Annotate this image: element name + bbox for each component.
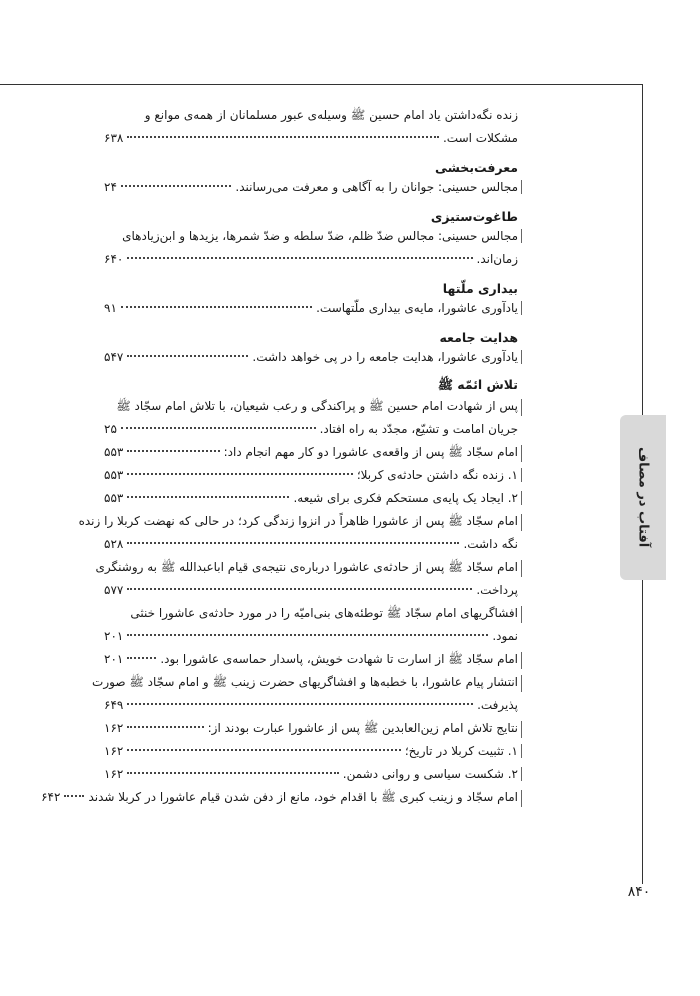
index-entry-line (104, 629, 518, 652)
index-entry-line (104, 468, 518, 491)
entry-page-number: ۵۵۳ (104, 445, 124, 459)
section-heading: تلاش ائمّه ﷺ (437, 376, 518, 392)
index-entry-line (78, 514, 518, 537)
entry-page-number: ۶۴۰ (104, 252, 124, 266)
entry-text: امام سجّاد و زینب کبری ﷺ با اقدام خود، مانع از دفن شدن قیام عاشورا در کربلا شدند (88, 790, 522, 807)
entry-page-number: ۲۵ (104, 422, 117, 436)
index-entry-line (104, 131, 518, 154)
entry-page-number: ۲۰۱ (104, 629, 124, 643)
entry-text: پذیرفت. (477, 698, 518, 712)
leader-dots (121, 305, 312, 308)
entry-text: امام سجّاد ﷺ پس از عاشورا ظاهراً در انزوا زندگی کرد؛ در حالی که نهضت کربلا را زنده (79, 514, 522, 531)
entry-page-number: ۵۵۳ (104, 468, 124, 482)
entry-page-number: ۱۶۲ (104, 767, 124, 781)
leader-dots (127, 449, 219, 452)
leader-dots (127, 472, 352, 475)
leader-dots (127, 256, 472, 259)
entry-text: یادآوری عاشورا، مایه‌ی بیداری ملّتهاست. (316, 301, 522, 315)
index-entry-line (104, 652, 518, 675)
leader-dots (127, 656, 156, 659)
entry-text: پس از شهادت امام حسین ﷺ و پراکندگی و رعب شیعیان، با تلاش امام سجّاد ﷺ (116, 399, 522, 416)
section-heading: معرفت‌بخشی (434, 159, 518, 175)
entry-text: نتایج تلاش امام زین‌العابدین ﷺ پس از عاشورا عبارت بودند از: (208, 721, 522, 738)
entry-text: امام سجّاد ﷺ از اسارت تا شهادت خویش، پاسدار حماسه‌ی عاشورا بود. (160, 652, 522, 669)
leader-dots (127, 725, 203, 728)
entry-text: انتشار پیام عاشورا، با خطبه‌ها و افشاگریهای حضرت زینب ﷺ و امام سجّاد ﷺ صورت (92, 675, 522, 692)
entry-text: امام سجّاد ﷺ پس از حادثه‌ی عاشورا درباره‌ی نتیجه‌ی قیام اباعبدالله ﷺ به روشنگری (96, 560, 522, 577)
entry-text: ۱. تثبیت کربلا در تاریخ؛ (405, 744, 522, 758)
entry-page-number: ۲۰۱ (104, 652, 124, 666)
index-entry-line (95, 560, 518, 583)
entry-text: جریان امامت و تشیّع، مجدّد به راه افتاد. (319, 422, 518, 436)
entry-page-number: ۶۴۲ (41, 790, 61, 804)
index-entry-line (104, 108, 518, 131)
index-entry-line (104, 422, 518, 445)
index-entry-line (104, 445, 518, 468)
section-heading: هدایت جامعه (439, 329, 518, 345)
entry-page-number: ۱۶۲ (104, 744, 124, 758)
section-heading: بیداری ملّتها (442, 280, 518, 296)
index-entry-line (104, 537, 518, 560)
index-entry-line (104, 583, 518, 606)
index-entry-line (41, 790, 518, 813)
page-number: ۸۴۰ (617, 884, 661, 900)
index-entry-line (104, 399, 518, 422)
index-entry-line (104, 491, 518, 514)
side-tab-label: آفتاب در مصاف (635, 447, 651, 548)
entry-page-number: ۶۳۸ (104, 131, 124, 145)
entry-page-number: ۲۴ (104, 180, 117, 194)
section-heading: طاغوت‌ستیزی (430, 208, 518, 224)
entry-text: مشکلات است. (442, 131, 518, 145)
leader-dots (127, 771, 338, 774)
entry-text: افشاگریهای امام سجّاد ﷺ توطئه‌های بنی‌امیّه را در مورد حادثه‌ی عاشورا خنثی (130, 606, 522, 623)
leader-dots (127, 541, 459, 544)
index-entry-line (104, 180, 518, 203)
leader-dots (127, 702, 473, 705)
leader-dots (127, 135, 439, 138)
index-entry-line (92, 675, 518, 698)
entry-text: مجالس حسینی: مجالس ضدّ ظلم، ضدّ سلطه و ضدّ شمرها، یزیدها و ابن‌زیادهای (122, 229, 522, 243)
top-rule (0, 84, 643, 85)
entry-text: امام سجّاد ﷺ پس از واقعه‌ی عاشورا دو کار مهم انجام داد: (224, 445, 522, 462)
leader-dots (127, 748, 400, 751)
leader-dots (121, 184, 232, 187)
index-entry-line (104, 721, 518, 744)
entry-page-number: ۵۷۷ (104, 583, 124, 597)
entry-page-number: ۱۶۲ (104, 721, 124, 735)
index-entry-line (104, 252, 518, 275)
entry-text: زمان‌اند. (476, 252, 518, 266)
entry-text: ۲. ایجاد یک پایه‌ی مستحکم فکری برای شیعه. (293, 491, 522, 505)
leader-dots (127, 633, 488, 636)
leader-dots (127, 495, 289, 498)
index-content (41, 108, 518, 813)
entry-text: پرداخت. (476, 583, 518, 597)
leader-dots (127, 587, 472, 590)
entry-text: زنده نگه‌داشتن یاد امام حسین ﷺ وسیله‌ی عبور مسلمانان از همه‌ی موانع و (144, 108, 518, 122)
chapter-side-tab (620, 415, 666, 580)
entry-text: نمود. (492, 629, 518, 643)
index-entry-line (104, 350, 518, 373)
entry-text: مجالس حسینی: جوانان را به آگاهی و معرفت می‌رسانند. (235, 180, 522, 194)
index-entry-line (104, 767, 518, 790)
leader-dots (127, 354, 248, 357)
index-entry-line (104, 606, 518, 629)
entry-text: ۲. شکست سیاسی و روانی دشمن. (343, 767, 522, 781)
entry-page-number: ۵۵۳ (104, 491, 124, 505)
leader-dots (121, 426, 316, 429)
index-entry-line (104, 301, 518, 324)
entry-text: یادآوری عاشورا، هدایت جامعه را در پی خواهد داشت. (252, 350, 522, 364)
entry-text: ۱. زنده نگه داشتن حادثه‌ی کربلا؛ (357, 468, 522, 482)
entry-page-number: ۵۲۸ (104, 537, 124, 551)
index-entry-line (104, 229, 518, 252)
leader-dots (64, 794, 84, 797)
index-entry-line (104, 698, 518, 721)
entry-page-number: ۶۴۹ (104, 698, 124, 712)
index-entry-line (104, 744, 518, 767)
entry-page-number: ۵۴۷ (104, 350, 124, 364)
entry-page-number: ۹۱ (104, 301, 117, 315)
entry-text: نگه داشت. (463, 537, 518, 551)
